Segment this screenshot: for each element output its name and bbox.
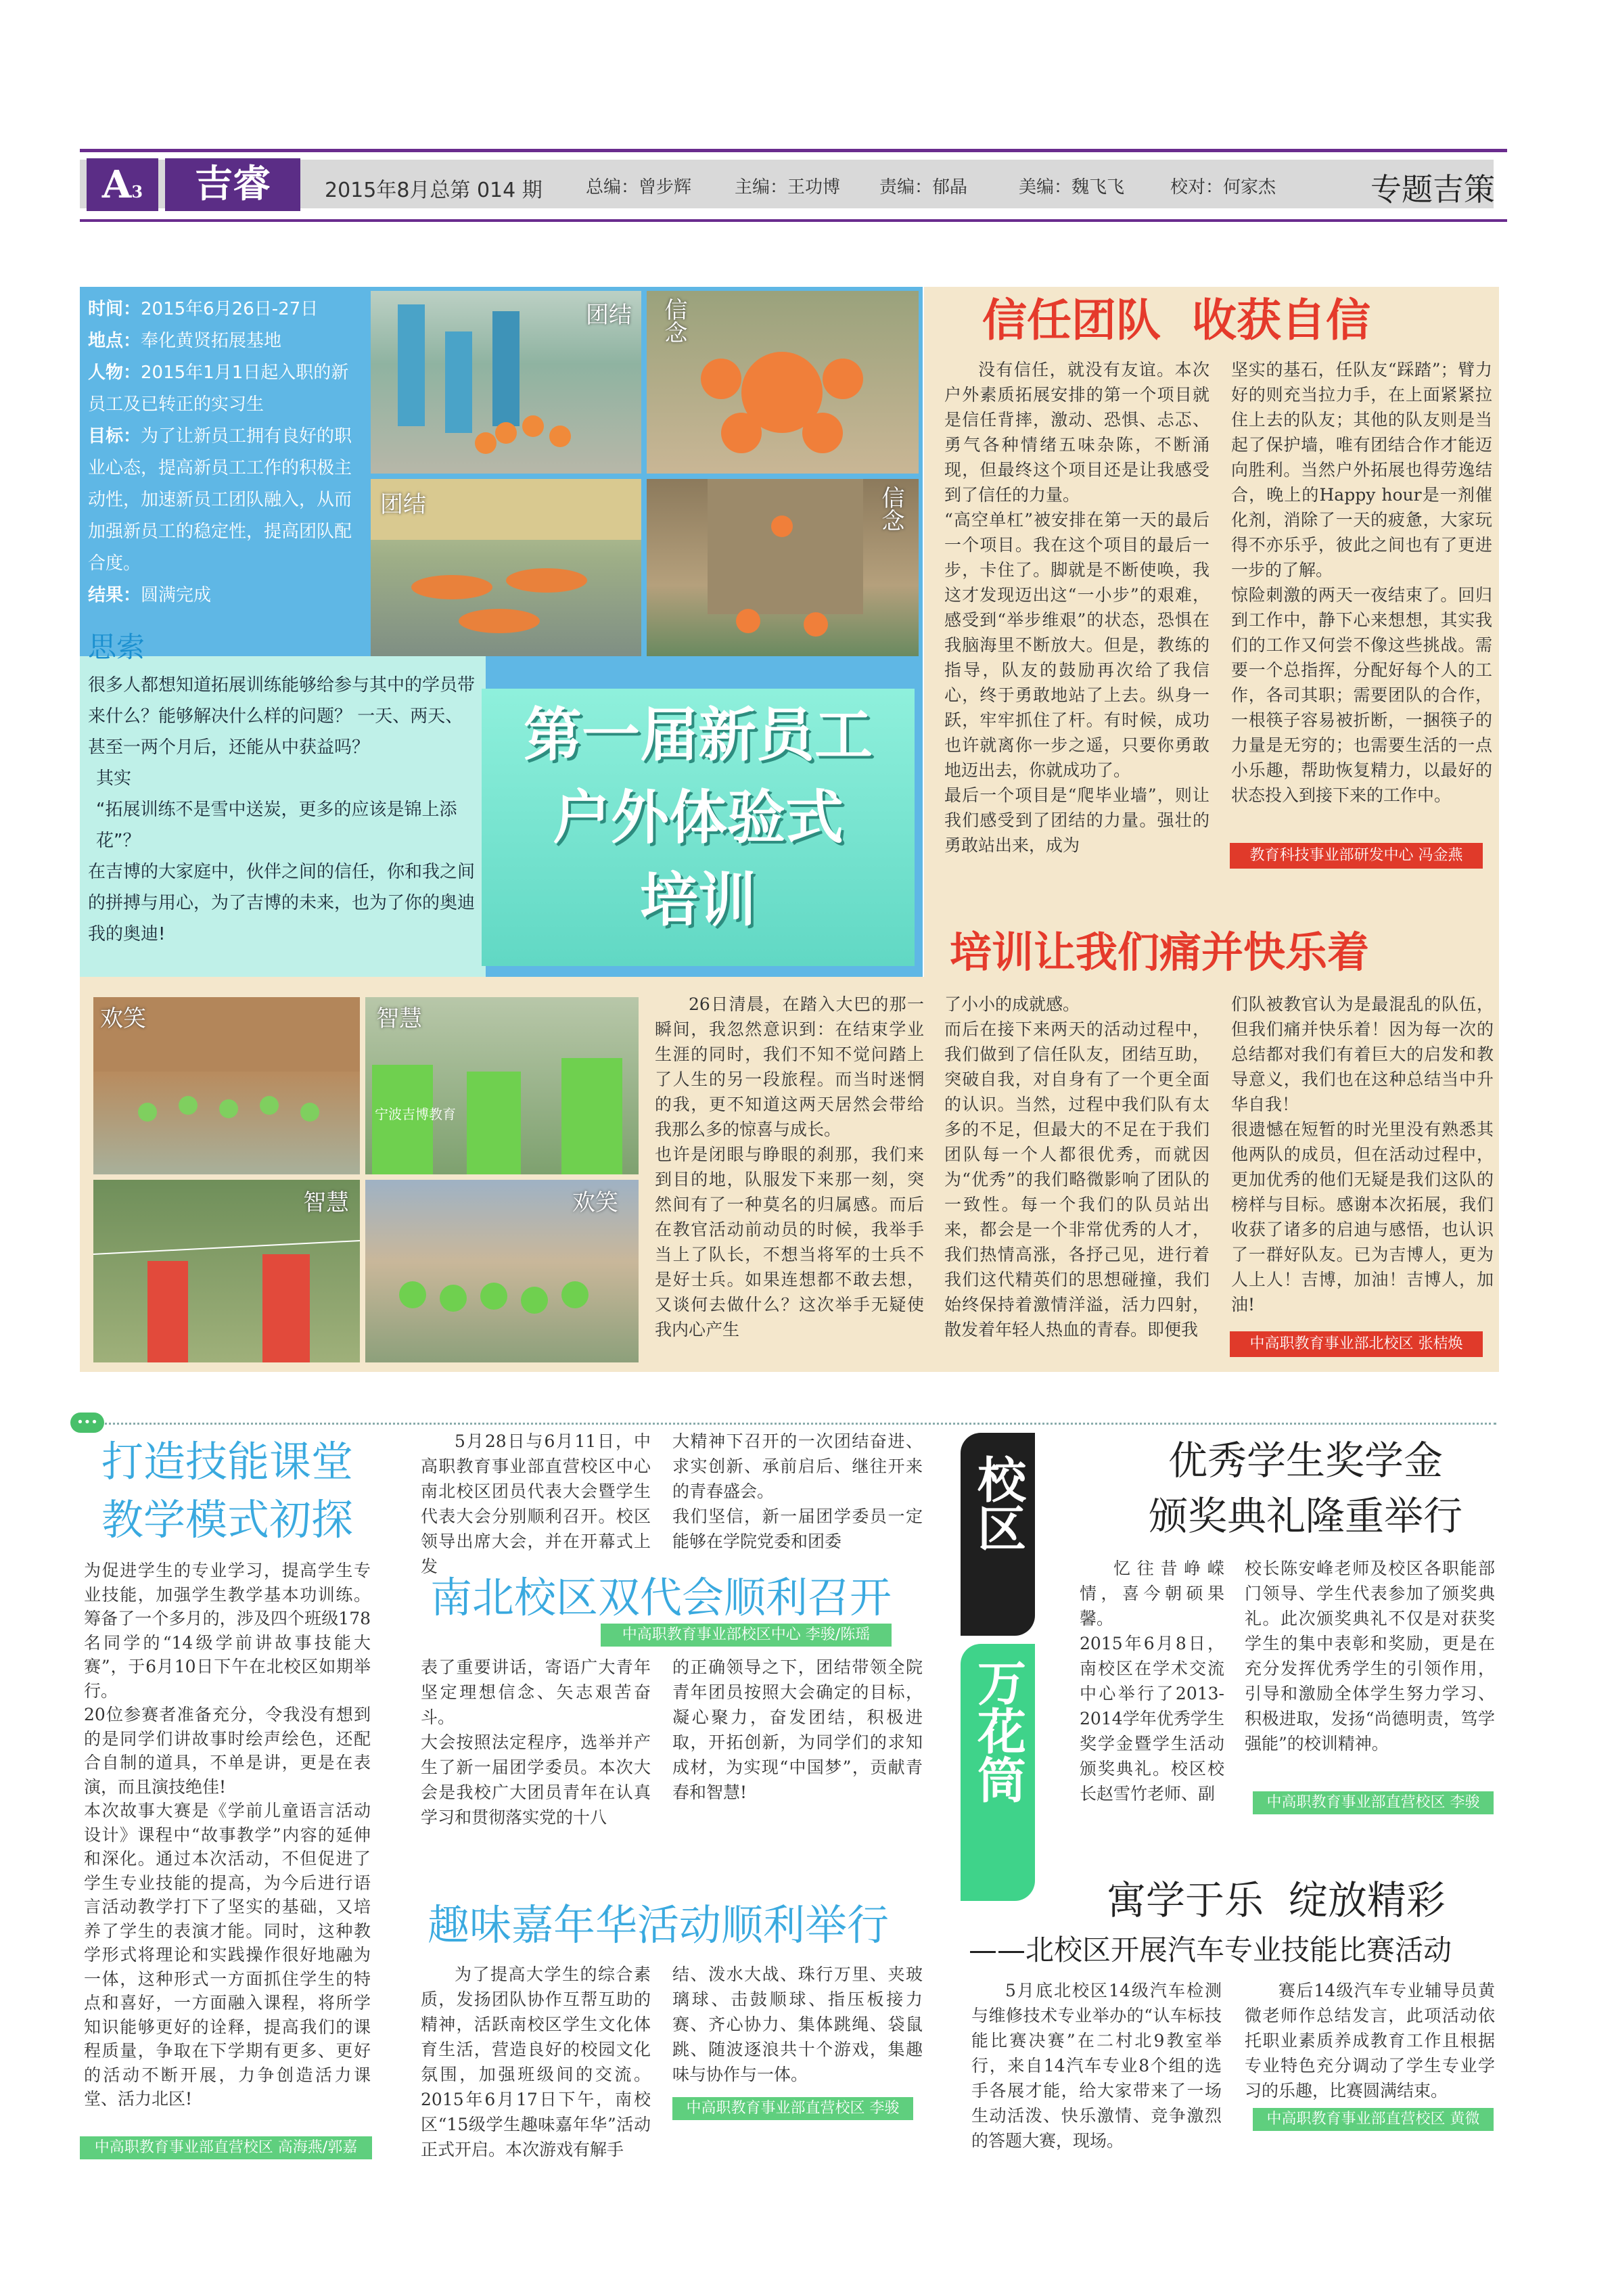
feature-title-line-3: 培训 <box>640 867 756 934</box>
photo-hands-together <box>647 291 919 474</box>
photo-pushups <box>371 479 641 656</box>
trust-column-1: 没有信任，就没有友谊。本次户外素质拓展安排的第一个项目就是信任背摔，激动、恐惧、忐忑、勇气各种情绪五味杂陈，不断涌现，但最终这个项目还是让我感受到了信任的力量。 “高空单杠”被安排在第一天的最后一个项目。我在这个项目的最后一步，卡住了。脚就是不断使唤，我这才发现迈出这“一小步”的艰难，感受到“举步维艰”的状态，恐惧在我脑海里不断放大。但是，教练的指导，队友的鼓励再次给了我信心，终于勇敢地站了上去。纵身一跃，牢牢抓住了杆。有时候，成功也许就离你一步之遥，只要你勇敢地迈出去，你就成功了。 最后一个项目是“爬毕业墙”，则让我们感受到了团结的力量。强壮的勇敢站出来，成为 <box>944 360 1209 855</box>
congress-intro-2: 大精神下召开的一次团结奋进、求实创新、承前启后、继往开来的青春盛会。 我们坚信，新一届团学委员一定能够在学院党委和团委 <box>672 1431 923 1551</box>
fun-column-1: 5月底北校区14级汽车检测与维修技术专业举办的“认车标技能比赛决赛”在二村北9教室举行，来自14汽车专业8个组的选手各展才能，给大家带来了一场生动活泼、快乐激情、竞争激烈的答题大赛，现场。 <box>971 1981 1222 2151</box>
trust-title: 信任团队 收获自信 <box>982 294 1370 346</box>
pain-column-3: 们队被教官认为是最混乱的队伍，但我们痛并快乐着！因为每一次的总结都对我们有着巨大的启发和教导意义，我们也在这种总结当中升华自我！ 很遗憾在短暂的时光里没有熟悉其他两队的成员，但在活动过程中，更加优秀的他们无疑是我们这队的榜样与目标。感谢本次拓展，我们收获了诸多的启迪与感悟，也认识了一群好队友。已为吉博人，更为人上人！吉博，加油！吉博人，加油! <box>1231 994 1494 1314</box>
photo-rope-game <box>93 1180 360 1362</box>
congress-credit: 中高职教育事业部校区中心 李骏/陈瑶 <box>601 1624 892 1647</box>
photo-tag: 欢笑 <box>572 1189 618 1216</box>
carnival-column-1: 为了提高大学生的综合素质，发扬团队协作互帮互助的精神，活跃南校区学生文化体育生活，营造良好的校园文化氛围，加强班级间的交流。2015年6月17日下午，南校区“15级学生趣味嘉年华”活动正式开启。本次游戏有解手 <box>421 1965 651 2159</box>
event-place: 奉化黄贤拓展基地 <box>141 331 282 351</box>
event-time: 2015年6月26日-27日 <box>141 299 319 319</box>
feature-title-line-1: 第一届新员工 <box>524 702 873 769</box>
art-editor: 美编：魏飞飞 <box>1019 177 1125 198</box>
photo-blocks-team <box>371 291 641 474</box>
section-divider <box>80 1423 1496 1425</box>
trust-credit: 教育科技事业部研发中心 冯金燕 <box>1230 843 1483 869</box>
chief-editor: 总编：曾步辉 <box>586 177 692 198</box>
header-top-rule <box>80 149 1507 152</box>
pain-column-2: 了小小的成就感。 而后在接下来两天的活动过程中，我们做到了信任队友，团结互助，突破自我，对自身有了一个更全面的认识。当然，过程中我们队有太多的不足，但最大的不足在于我们团队每一个人都很优秀，而就因为“优秀”的我们略微影响了团队的一致性。每一个我们的队员站出来，都会是一个非常优秀的人才，我们热情高涨，各抒己见，进行着我们这代精英们的思想碰撞，我们始终保持着激情洋溢，活力四射，散发着年轻人热血的青春。即便我 <box>944 994 1209 1339</box>
feature-title <box>482 694 915 942</box>
event-result: 圆满完成 <box>141 585 212 605</box>
photo-tag: 团结 <box>380 491 426 518</box>
congress-column-1: 表了重要讲话，寄语广大青年坚定理想信念、矢志艰苦奋斗。 大会按照法定程序，选举并产生了新一届团学委员。本次大会是我校广大团员青年在认真学习和贯彻落实党的十八 <box>421 1657 651 1827</box>
campus-label-green-text: 万花筒 <box>969 1657 1026 1804</box>
result-label: 结果： <box>88 585 141 605</box>
think-paragraph: 在吉博的大家庭中，伙伴之间的信任，你和我之间的拼搏与用心，为了吉博的未来，也为了你的奥迪我的奥迪! <box>88 862 476 944</box>
fun-credit: 中高职教育事业部直营校区 黄微 <box>1253 2108 1494 2131</box>
pain-credit: 中高职教育事业部北校区 张桔焕 <box>1230 1331 1483 1357</box>
skills-body: 为促进学生的专业学习，提高学生专业技能，加强学生教学基本功训练。筹备了一个多月的，涉及四个班级178名同学的“14级学前讲故事技能大赛”，于6月10日下午在北校区如期举行。 20位参赛者准备充分，令我没有想到的是同学们讲故事时绘声绘色，还配合自制的道具，不单是讲，更是在表演，而且演技绝佳! 本次故事大赛是《学前儿童语言活动设计》课程中“故事教学”内容的延伸和深化。通过本次活动，不但促进了学生专业技能的提高，为今后进行语言活动教学打下了坚实的基础，又培养了学生的表演才能。同时，这种教学形式将理论和实践操作很好地融为一体，这种形式一方面抓住学生的特点和喜好，一方面融入课程，将所学知识能够更好的诠释，提高我们的课程质量，争取在下学期有更多、更好的活动不断开展，力争创造活力课堂、活力北区! <box>84 1561 371 2109</box>
feature-title-line-2: 户外体验式 <box>553 784 844 852</box>
carnival-title: 趣味嘉年华活动顺利举行 <box>428 1900 890 1950</box>
award-title-line-2: 颁奖典礼隆重举行 <box>1148 1493 1462 1539</box>
congress-intro-1: 5月28日与6月11日，中高职教育事业部直营校区中心南北校区团员代表大会暨学生代表大会分别顺利召开。校区领导出席大会，并在开幕式上发 <box>421 1431 651 1576</box>
congress-title: 南北校区双代会顺利召开 <box>430 1573 892 1622</box>
award-title <box>1116 1433 1495 1544</box>
photo-tag: 欢笑 <box>100 1005 146 1032</box>
photo-tag: 信念 <box>660 298 687 344</box>
fun-subtitle: ——北校区开展汽车专业技能比赛活动 <box>969 1933 1452 1967</box>
pain-title: 培训让我们痛并快乐着 <box>950 927 1370 977</box>
section-name: 专题吉策 <box>1370 171 1495 208</box>
carnival-column-2: 结、泼水大战、珠行万里、夹玻璃球、击鼓顺球、指压板接力赛、齐心协力、集体跳绳、袋鼠跳、随波逐浪共十个游戏，集趣味与协作与一体。 <box>672 1965 923 2084</box>
trust-column-2: 坚实的基石，任队友“踩踏”；臂力好的则充当拉力手，在上面紧紧拉住上去的队友；其他的队友则是当起了保护墙，唯有团结合作才能迈向胜利。当然户外拓展也得劳逸结合，晚上的Happy hour是一剂催化剂，消除了一天的疲惫，大家玩得不亦乐乎，彼此之间也有了更进一步的了解。 惊险刺激的两天一夜结束了。回归到工作中，静下心来想想，其实我们的工作又何尝不像这些挑战。需要一个总指挥，分配好每个人的工作，各司其职；需要团队的合作，一根筷子容易被折断，一捆筷子的力量是无穷的；也需要生活的一点小乐趣，帮助恢复精力，以最好的状态投入到接下来的工作中。 <box>1231 360 1492 805</box>
award-column-1: 忆往昔峥嵘情，喜今朝硕果馨。 2015年6月8日，南校区在学术交流中心举行了2013-2014学年优秀学生奖学金暨学生活动颁奖典礼。校区校长赵雪竹老师、副 <box>1080 1559 1224 1804</box>
pain-column-1: 26日清晨，在踏入大巴的那一瞬间，我忽然意识到：在结束学业生涯的同时，我们不知不觉问踏上了人生的另一段旅程。而当时迷惘的我，更不知道这两天居然会带给我那么多的惊喜与成长。 也许是闭眼与睁眼的刹那，我们来到目的地，队服发下来那一刻，突然间有了一种莫名的归属感。而后在教官活动前动员的时候，我举手当上了队长，不想当将军的士兵不是好士兵。如果连想都不敢去想，又谈何去做什么？这次举手无疑使我内心产生 <box>655 994 924 1339</box>
photo-tag: 团结 <box>586 302 632 329</box>
award-title-line-1: 优秀学生奖学金 <box>1168 1438 1443 1484</box>
congress-column-2: 的正确领导之下，团结带领全院青年团员按照大会确定的目标，凝心聚力，奋发团结，积极进取，开拓创新，为同学们的求知成材，为实现“中国梦”，贡献青春和智慧! <box>672 1657 923 1802</box>
page-number-badge <box>87 158 158 211</box>
think-paragraph: 其实 <box>96 768 132 789</box>
photo-wall-climb <box>647 479 919 656</box>
event-info <box>88 294 359 612</box>
place-label: 地点： <box>88 331 141 351</box>
proofreader: 校对：何家杰 <box>1170 177 1276 198</box>
skills-title-line-2: 教学模式初探 <box>101 1495 354 1544</box>
header-bottom-rule <box>80 219 1507 222</box>
skills-title <box>101 1433 353 1549</box>
main-editor: 主编：王功博 <box>735 177 841 198</box>
skills-title-line-1: 打造技能课堂 <box>101 1437 354 1486</box>
responsible-editor: 责编：郁晶 <box>879 177 968 198</box>
time-label: 时间： <box>88 299 141 319</box>
think-text <box>88 670 480 950</box>
event-people: 2015年1月1日起入职的新员工及已转正的实习生 <box>88 363 349 415</box>
think-paragraph: “拓展训练不是雪中送炭，更多的应该是锦上添花”？ <box>96 800 457 851</box>
goal-label: 目标： <box>88 426 141 446</box>
fun-column-2: 赛后14级汽车专业辅导员黄微老师作总结发言，此项活动依托职业素质养成教育工作且根据专业特色充分调动了学生专业学习的乐趣，比赛圆满结束。 <box>1245 1981 1495 2100</box>
campus-label-dark-text: 校区 <box>969 1454 1026 1552</box>
page-number: A <box>101 162 132 207</box>
think-heading: 思索 <box>88 630 145 664</box>
photo-tag: 信念 <box>877 486 904 532</box>
fun-title: 寓学于乐 绽放精彩 <box>1107 1877 1446 1923</box>
section-badge: ••• <box>70 1413 104 1433</box>
award-credit: 中高职教育事业部直营校区 李骏 <box>1253 1791 1494 1814</box>
vest-print: 宁波吉博教育 <box>375 1106 456 1122</box>
carnival-credit: 中高职教育事业部直营校区 李骏 <box>672 2097 913 2120</box>
photo-group-circle <box>93 997 360 1174</box>
think-paragraph: 很多人都想知道拓展训练能够给参与其中的学员带来什么？能够解决什么样的问题？ 一天、两天、甚至一两个月后，还能从中获益吗？ <box>88 675 476 758</box>
issue-info: 2015年8月总第 014 期 <box>325 179 543 202</box>
people-label: 人物： <box>88 363 141 383</box>
skills-credit: 中高职教育事业部直营校区 高海燕/郭嘉 <box>80 2136 372 2159</box>
photo-tag: 智慧 <box>303 1189 349 1216</box>
photo-team-vests <box>365 997 639 1174</box>
page-sub-number: 3 <box>131 182 143 202</box>
award-column-2: 校长陈安峰老师及校区各职能部门领导、学生代表参加了颁奖典礼。此次颁奖典礼不仅是对获奖学生的集中表彰和奖励，更是在充分发挥优秀学生的引领作用，引导和激励全体学生努力学习、积极进取，发扬“尚德明责，笃学强能”的校训精神。 <box>1245 1559 1495 1753</box>
event-goal: 为了让新员工拥有良好的职业心态，提高新员工工作的积极主动性，加速新员工团队融入，从而加强新员工的稳定性，提高团队配合度。 <box>88 426 352 574</box>
photo-line-game <box>365 1180 639 1362</box>
photo-tag: 智慧 <box>376 1005 422 1032</box>
paper-name: 吉睿 <box>165 158 300 211</box>
